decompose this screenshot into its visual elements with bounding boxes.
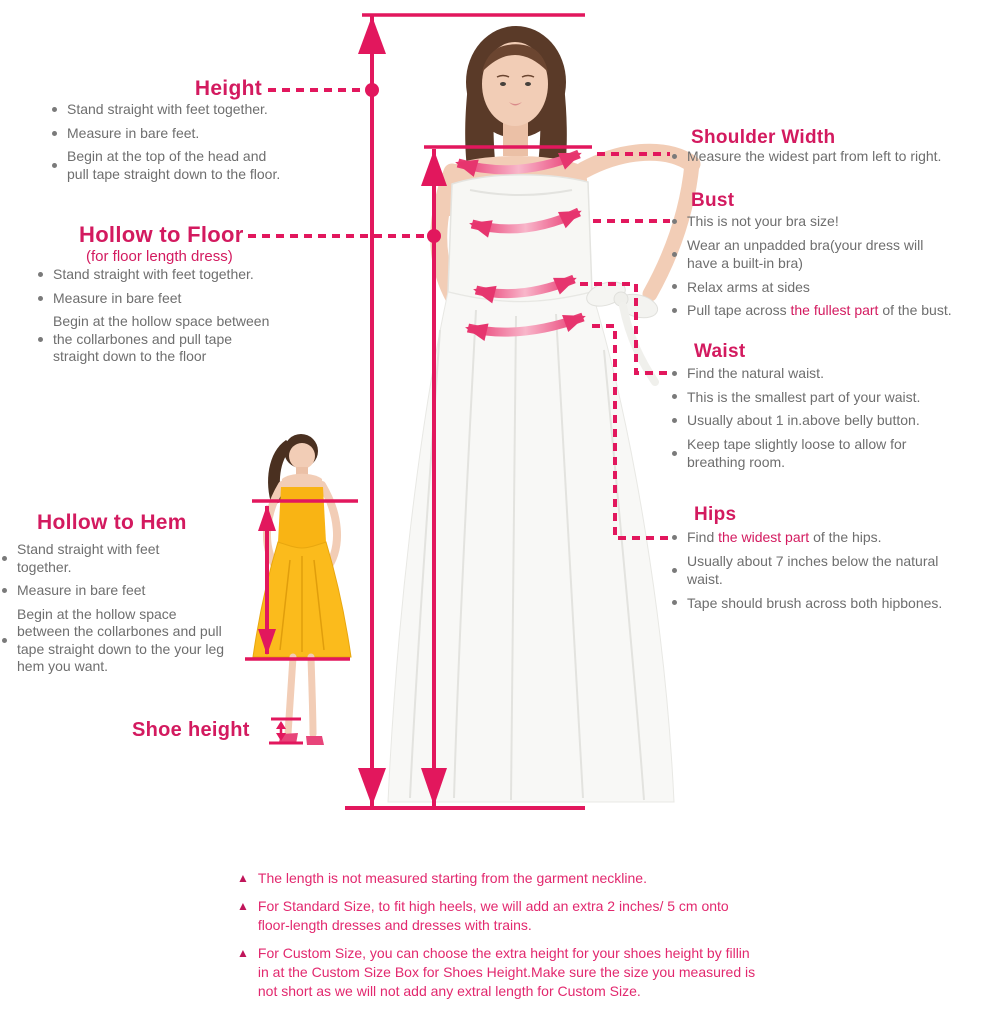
bust-title: Bust [691,190,735,211]
bullet-dot-icon [672,284,677,289]
bullet-item [672,411,920,430]
bullet-dot-icon [52,163,57,168]
bullet-text: Stand straight with feet together. [53,266,254,282]
shoe-height-title: Shoe height [132,719,250,741]
bullet-item [672,147,941,166]
bullet-text: Stand straight with feet together. [67,101,268,117]
bullet-text: Relax arms at sides [687,278,810,295]
bullet-item [672,278,952,297]
hollow-to-hem-title: Hollow to Hem [37,511,187,534]
bullet-text: Tape should brush across both hipbones. [687,594,943,611]
bullet-item [52,148,280,183]
bullet-item [672,388,920,407]
bullet-dot-icon [52,107,57,112]
bullet-dot-icon [672,451,677,456]
bullet-text: Stand straight with feet together. [17,541,160,575]
bullet-item [38,266,269,284]
bullet-dot-icon [2,588,7,593]
bullet-item [672,212,952,231]
bullet-text: Begin at the hollow space between the collarbones and pull tape straight down to the your leg hem you want. [17,605,225,674]
bullet-text: Begin at the hollow space between the collarbones and pull tape straight down to the floor [53,313,270,364]
hollow-to-hem-bullets [2,541,224,682]
bullet-dot-icon [672,394,677,399]
bullet-item [2,582,224,600]
bullet-dot-icon [672,252,677,257]
bullet-text: Measure in bare feet [53,289,182,306]
size-notes [237,869,857,1010]
bullet-text: Begin at the top of the head and pull tape straight down to the floor. [67,148,281,182]
bullet-dot-icon [2,556,7,561]
bullet-item [52,125,280,143]
bullet-text: This is the smallest part of your waist. [687,388,921,405]
warning-triangle-icon: ▲ [237,899,249,913]
height-title: Height [194,77,262,100]
note-text: For Custom Size, you can choose the extra height for your shoes height by fillin in at the Custom Size Box for Shoes Height.Make sure the size you measured is not short as we will not add any extral length for Custom Size. [257,945,756,999]
height-bullets [52,101,280,189]
bullet-text: Measure in bare feet. [67,124,200,141]
bullet-item [672,301,952,320]
hollow-to-floor-subtitle: (for floor length dress) [86,248,233,265]
bullet-dot-icon [672,568,677,573]
waist-bullets [672,364,920,477]
bullet-text: Pull tape across the fullest part of the bust. [687,302,952,318]
hollow-to-floor-title: Hollow to Floor [79,222,244,247]
bullet-dot-icon [38,337,43,342]
bullet-text: Keep tape slightly loose to allow for breathing room. [687,435,907,470]
shoulder-width-title: Shoulder Width [691,127,836,148]
bullet-item [672,594,942,613]
note-item [237,944,857,1001]
bullet-dot-icon [2,638,7,643]
bullet-item [38,313,269,366]
hips-title: Hips [694,504,737,525]
bullet-item [672,435,920,472]
warning-triangle-icon: ▲ [237,871,249,885]
bullet-dot-icon [672,371,677,376]
note-item [237,869,857,888]
bullet-item [672,528,942,547]
bullet-text: Find the widest part of the hips. [687,529,882,545]
bullet-dot-icon [672,219,677,224]
bullet-dot-icon [38,272,43,277]
bullet-item [672,364,920,383]
bullet-item [672,552,942,589]
bullet-item [2,606,224,676]
bullet-dot-icon [38,296,43,301]
bullet-text: Measure the widest part from left to right. [687,148,942,164]
bullet-text: Wear an unpadded bra(your dress will have a built-in bra) [687,236,924,271]
connector-dot [365,83,379,97]
bullet-text: Find the natural waist. [687,365,824,381]
bullet-dot-icon [672,600,677,605]
bullet-item [52,101,280,119]
warning-triangle-icon: ▲ [237,946,249,960]
bust-bullets [672,212,952,325]
bullet-dot-icon [52,131,57,136]
bullet-text: Usually about 7 inches below the natural waist. [687,552,939,587]
note-text: The length is not measured starting from the garment neckline. [257,870,647,886]
note-item [237,897,857,935]
bullet-text: Usually about 1 in.above belly button. [687,412,920,428]
bullet-text: Measure in bare feet [17,582,146,598]
note-text: For Standard Size, to fit high heels, we will add an extra 2 inches/ 5 cm onto floor-length dresses and dresses with trains. [257,898,729,933]
hips-bullets [672,528,942,617]
bullet-item [672,236,952,273]
bullet-dot-icon [672,308,677,313]
connector-dot [427,229,441,243]
bullet-item [2,541,224,576]
shoulder-width-bullets [672,147,941,171]
bullet-text: This is not your bra size! [687,213,839,229]
bullet-item [38,290,269,308]
bullet-dot-icon [672,535,677,540]
hollow-to-floor-bullets [38,266,269,372]
bullet-dot-icon [672,154,677,159]
waist-title: Waist [694,341,746,362]
bullet-dot-icon [672,418,677,423]
